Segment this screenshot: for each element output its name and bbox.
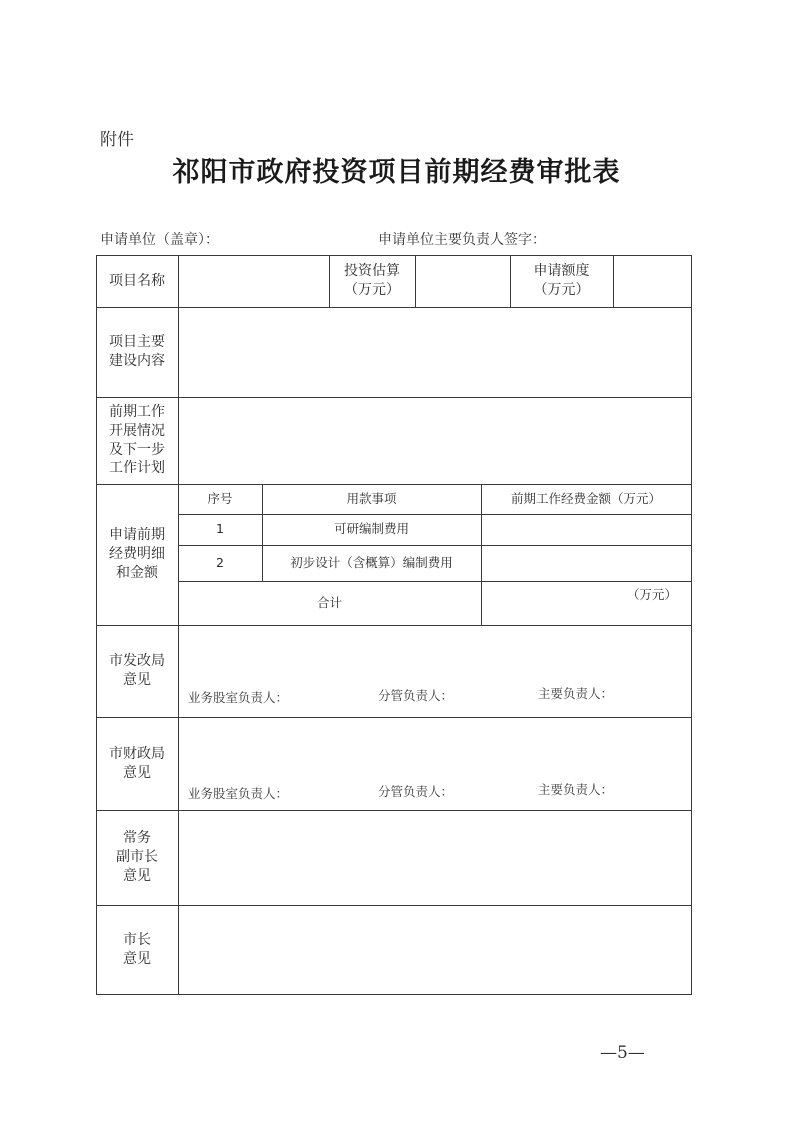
label-line: 常务: [123, 830, 151, 847]
label-line: 意见: [123, 672, 151, 688]
fee-total-unit: （万元）: [626, 587, 677, 602]
label-line: （万元）: [533, 282, 590, 298]
fee-row-item: 可研编制费用: [333, 521, 409, 537]
label-line: 市财政局: [109, 745, 165, 762]
label-line: 开展情况: [109, 422, 165, 439]
label-project-name: 项目名称: [109, 272, 165, 289]
attachment-label: 附件: [100, 130, 134, 150]
label-finance-opinion: [96, 717, 178, 810]
label-line: 意见: [123, 867, 151, 884]
fee-row-amount[interactable]: [481, 545, 691, 581]
row-divider: [96, 717, 692, 718]
main-content-value[interactable]: [178, 307, 691, 397]
investment-estimate-value[interactable]: [415, 255, 510, 307]
label-line: 及下一步: [109, 441, 165, 458]
form-title: 祁阳市政府投资项目前期经费审批表: [172, 157, 621, 188]
prelim-work-value[interactable]: [178, 397, 691, 484]
label-line: 意见: [123, 764, 151, 781]
fee-header-seq: 序号: [207, 490, 233, 506]
label-line: 副市长: [116, 849, 158, 866]
finance-principal-sign: 主要负责人：: [538, 782, 614, 797]
fee-row-seq: 1: [216, 521, 224, 537]
label-requested-amount: [510, 255, 613, 307]
fee-total-label: 合计: [316, 594, 342, 610]
label-line: 投资估算: [344, 263, 400, 280]
drc-in-charge-sign: 分管负责人：: [378, 688, 454, 703]
label-line: 前期工作: [109, 403, 165, 420]
label-line: 工作计划: [109, 460, 165, 477]
label-line: 市发改局: [109, 653, 165, 670]
label-line: 建设内容: [109, 353, 165, 369]
vice-mayor-opinion-value[interactable]: [178, 810, 691, 905]
requested-amount-value[interactable]: [613, 255, 691, 307]
label-line: 市长: [123, 931, 151, 948]
label-line: 项目主要: [109, 334, 165, 351]
label-line: （万元）: [344, 282, 400, 298]
drc-dept-head-sign: 业务股室负责人：: [188, 690, 289, 705]
drc-principal-sign: 主要负责人：: [538, 686, 614, 701]
project-name-value[interactable]: [178, 255, 329, 307]
label-drc-opinion: [96, 625, 178, 717]
page-number: —5—: [600, 1043, 645, 1063]
finance-in-charge-sign: 分管负责人：: [378, 784, 454, 799]
label-main-content: [96, 307, 178, 397]
label-mayor-opinion: [96, 905, 178, 994]
responsible-sign-label: 申请单位主要负责人签字：: [378, 232, 546, 248]
label-line: 意见: [123, 950, 151, 967]
label-line: 和金额: [116, 564, 158, 581]
fee-row-item: 初步设计（含概算）编制费用: [290, 554, 453, 570]
fee-row-seq: 2: [216, 554, 224, 570]
label-line: 经费明细: [109, 546, 165, 563]
finance-dept-head-sign: 业务股室负责人：: [188, 786, 289, 801]
table-border-bottom: [96, 994, 692, 995]
fee-header-item: 用款事项: [346, 490, 397, 506]
label-investment-estimate: [329, 255, 415, 307]
label-line: 申请前期: [109, 527, 165, 544]
mayor-opinion-value[interactable]: [178, 905, 691, 994]
label-line: 申请额度: [533, 263, 590, 280]
fee-row-amount[interactable]: [481, 514, 691, 545]
row-divider: [96, 625, 692, 626]
label-vice-mayor-opinion: [96, 810, 178, 905]
fee-header-amount: 前期工作经费金额（万元）: [510, 490, 661, 506]
approval-form-table: [96, 255, 692, 995]
label-prelim-work: [96, 397, 178, 484]
applicant-unit-label: 申请单位（盖章）：: [100, 232, 219, 248]
label-fee-detail: [96, 484, 178, 625]
